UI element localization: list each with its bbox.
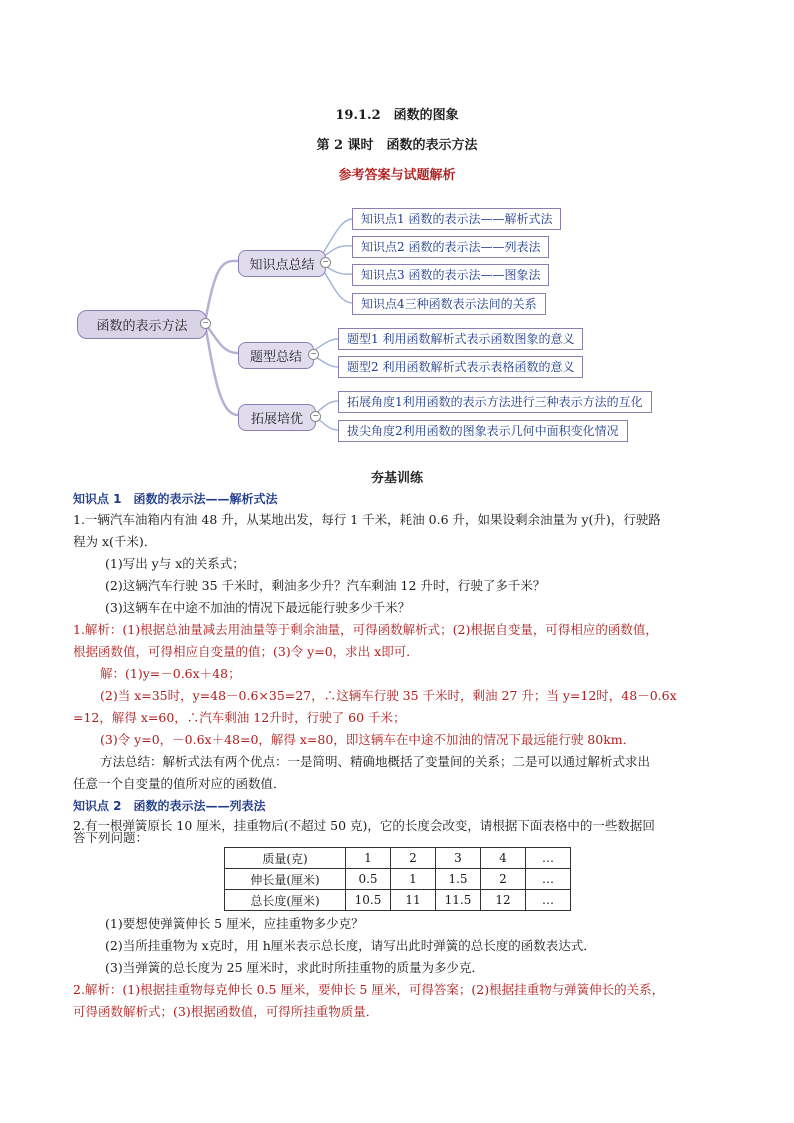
table-cell: 10.5 xyxy=(346,890,391,911)
table-cell: 1.5 xyxy=(436,869,481,890)
table-cell: 2 xyxy=(481,869,526,890)
answer-subtitle: 参考答案与试题解析 xyxy=(338,168,456,183)
table-header-cell: 质量(克) xyxy=(225,848,346,869)
kp2-heading: 知识点 2 函数的表示法——列表法 xyxy=(73,799,266,813)
table-row xyxy=(225,848,571,869)
collapse-icon[interactable]: − xyxy=(320,257,331,268)
kp1-answer-line: (3)令 y=0，－0.6x＋48=0，解得 x=80，即这辆车在中途不加油的情况下最远能行驶 80km． xyxy=(100,732,636,747)
kp1-heading: 知识点 1 函数的表示法——解析式法 xyxy=(73,492,278,506)
table-cell: 1 xyxy=(346,848,391,869)
leaf-ext2: 拔尖角度2利用函数的图象表示几何中面积变化情况 xyxy=(338,420,628,442)
table-cell: 1 xyxy=(391,869,436,890)
lesson-title: 第 2 课时 函数的表示方法 xyxy=(316,138,478,153)
table-cell: 11 xyxy=(391,890,436,911)
kp1-method-summary: 方法总结：解析式法有两个优点：一是简明、精确地概括了变量间的关系；二是可以通过解析式求出 xyxy=(100,754,651,769)
kp2-subquestion: (1)要想使弹簧伸长 5 厘米，应挂重物多少克？ xyxy=(105,916,364,931)
branch-knowledge-summary: 知识点总结 xyxy=(238,250,326,277)
kp1-subquestion: (2)这辆汽车行驶 35 千米时，剩油多少升？汽车剩油 12 升时，行驶了多千米？ xyxy=(105,578,546,593)
table-cell: … xyxy=(526,890,571,911)
table-cell: 0.5 xyxy=(346,869,391,890)
kp2-subquestion: (3)当弹簧的总长度为 25 厘米时，求此时所挂重物的质量为多少克． xyxy=(105,960,485,975)
kp2-answer-line: 2.解析：(1)根据挂重物每克伸长 0.5 厘米，要伸长 5 厘米，可得答案；(2)根据挂重物与弹簧伸长的关系， xyxy=(73,982,665,997)
table-header-cell: 总长度(厘米) xyxy=(225,890,346,911)
leaf-kp2: 知识点2 函数的表示法——列表法 xyxy=(352,236,549,258)
leaf-type1: 题型1 利用函数解析式表示函数图象的意义 xyxy=(338,328,583,350)
table-cell: 4 xyxy=(481,848,526,869)
section-title: 19.1.2 函数的图象 xyxy=(335,108,459,123)
table-cell: 3 xyxy=(436,848,481,869)
kp1-question-line: 程为 x(千米)． xyxy=(73,534,157,549)
table-cell: … xyxy=(526,848,571,869)
kp1-answer-line: =12，解得 x=60，∴汽车剩油 12升时，行驶了 60 千米； xyxy=(73,710,406,725)
collapse-icon[interactable]: − xyxy=(308,349,319,360)
kp2-subquestion: (2)当所挂重物为 x克时，用 h厘米表示总长度，请写出此时弹簧的总长度的函数表达式． xyxy=(105,938,596,953)
branch-extension: 拓展培优 xyxy=(238,404,316,431)
kp1-answer-line: (2)当 x=35时，y=48－0.6×35=27，∴这辆车行驶 35 千米时，剩油 27 升；当 y=12时，48－0.6x xyxy=(100,688,677,703)
kp1-answer-line: 根据函数值，可得相应自变量的值；(3)令 y=0，求出 x即可． xyxy=(73,644,419,659)
table-cell: 12 xyxy=(481,890,526,911)
table-row xyxy=(225,890,571,911)
kp1-answer-line: 解：(1)y=－0.6x＋48； xyxy=(100,666,241,681)
kp2-answer-line: 可得函数解析式；(3)根据函数值，可得所挂重物质量． xyxy=(73,1004,379,1019)
mindmap-root: 函数的表示方法 xyxy=(77,310,207,339)
branch-question-types: 题型总结 xyxy=(238,342,314,369)
leaf-kp1: 知识点1 函数的表示法——解析式法 xyxy=(352,208,561,230)
kp1-question-line: 1.一辆汽车油箱内有油 48 升，从某地出发，每行 1 千米，耗油 0.6 升，如果设剩余油量为 y(升)，行驶路 xyxy=(73,512,661,527)
table-cell: 11.5 xyxy=(436,890,481,911)
leaf-kp3: 知识点3 函数的表示法——图象法 xyxy=(352,264,549,286)
table-cell: … xyxy=(526,869,571,890)
collapse-icon[interactable]: − xyxy=(310,411,321,422)
kp1-subquestion: (1)写出 y与 x的关系式； xyxy=(105,556,245,571)
kp2-question-line: 2.有一根弹簧原长 10 厘米，挂重物后(不超过 50 克)，它的长度会改变，请根据下面表格中的一些数据回 xyxy=(73,818,655,833)
kp1-subquestion: (3)这辆车在中途不加油的情况下最远能行驶多少千米？ xyxy=(105,600,411,615)
kp1-answer-line: 1.解析：(1)根据总油量减去用油量等于剩余油量，可得函数解析式；(2)根据自变量，可得相应的函数值， xyxy=(73,622,658,637)
leaf-ext1: 拓展角度1利用函数的表示方法进行三种表示方法的互化 xyxy=(338,391,652,413)
leaf-kp4: 知识点4三种函数表示法间的关系 xyxy=(352,293,546,315)
table-row xyxy=(225,869,571,890)
data-table xyxy=(224,847,571,911)
leaf-type2: 题型2 利用函数解析式表示表格函数的意义 xyxy=(338,356,583,378)
table-cell: 2 xyxy=(391,848,436,869)
collapse-icon[interactable]: − xyxy=(200,318,211,329)
kp2-question-line: 答下列问题： xyxy=(73,830,149,845)
table-header-cell: 伸长量(厘米) xyxy=(225,869,346,890)
practice-section-title: 夯基训练 xyxy=(370,471,423,486)
kp1-method-summary: 任意一个自变量的值所对应的函数值． xyxy=(73,776,286,791)
